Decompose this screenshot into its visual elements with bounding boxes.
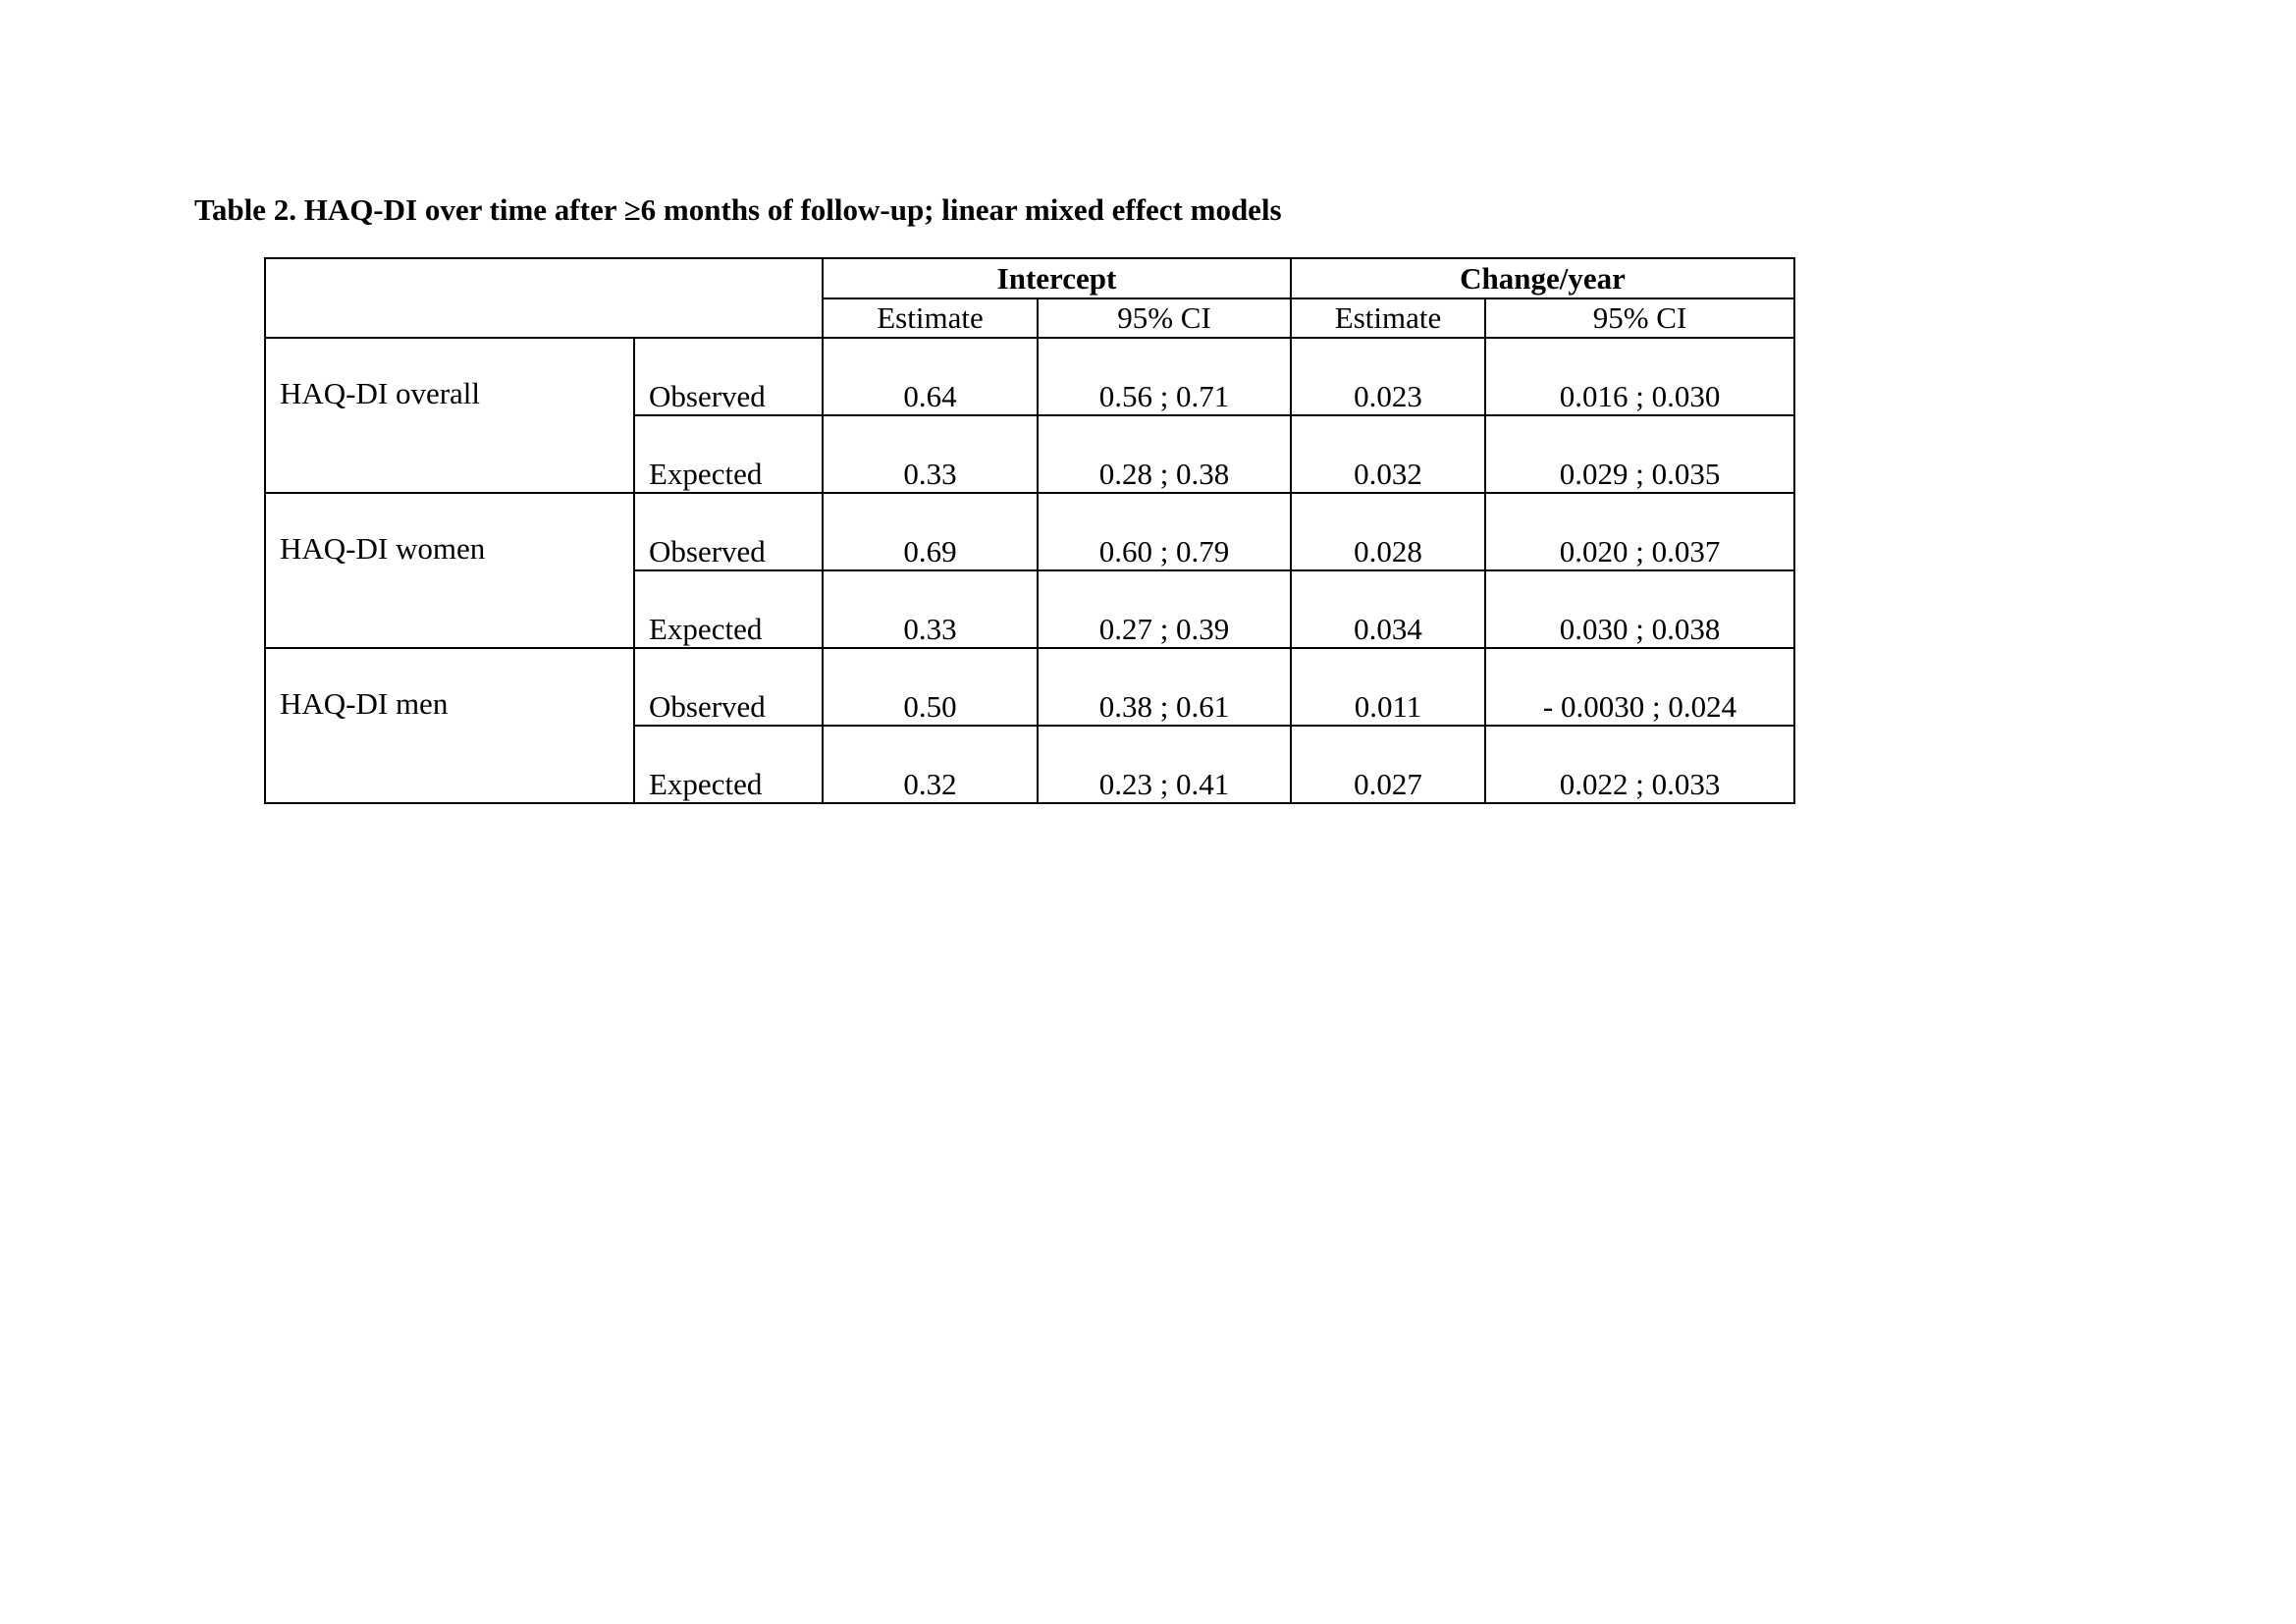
table-caption: Table 2. HAQ-DI over time after ≥6 months of follow-up; linear mixed effect models: [194, 192, 1282, 227]
table-row: [265, 493, 1794, 570]
intercept-ci: 0.23 ; 0.41: [1038, 726, 1291, 803]
change-ci: 0.022 ; 0.033: [1485, 726, 1794, 803]
subheader-change-ci: 95% CI: [1485, 298, 1794, 338]
change-ci: 0.029 ; 0.035: [1485, 415, 1794, 493]
row-kind: Expected: [634, 726, 823, 803]
header-intercept: Intercept: [823, 258, 1291, 298]
change-estimate: 0.032: [1291, 415, 1485, 493]
change-estimate: 0.027: [1291, 726, 1485, 803]
intercept-ci: 0.56 ; 0.71: [1038, 338, 1291, 415]
row-kind: Observed: [634, 493, 823, 570]
subheader-intercept-estimate: Estimate: [823, 298, 1038, 338]
change-ci: 0.020 ; 0.037: [1485, 493, 1794, 570]
change-ci: 0.030 ; 0.038: [1485, 570, 1794, 648]
results-table: [264, 257, 1795, 804]
intercept-estimate: 0.33: [823, 415, 1038, 493]
intercept-ci: 0.27 ; 0.39: [1038, 570, 1291, 648]
group-label: HAQ-DI men: [265, 648, 634, 803]
row-kind: Expected: [634, 570, 823, 648]
intercept-ci: 0.28 ; 0.38: [1038, 415, 1291, 493]
table-row: [265, 648, 1794, 726]
group-label: HAQ-DI women: [265, 493, 634, 648]
change-estimate: 0.011: [1291, 648, 1485, 726]
intercept-estimate: 0.69: [823, 493, 1038, 570]
change-ci: - 0.0030 ; 0.024: [1485, 648, 1794, 726]
subheader-intercept-ci: 95% CI: [1038, 298, 1291, 338]
intercept-ci: 0.38 ; 0.61: [1038, 648, 1291, 726]
group-label: HAQ-DI overall: [265, 338, 634, 493]
table-row: [265, 338, 1794, 415]
row-kind: Expected: [634, 415, 823, 493]
intercept-estimate: 0.50: [823, 648, 1038, 726]
intercept-ci: 0.60 ; 0.79: [1038, 493, 1291, 570]
intercept-estimate: 0.33: [823, 570, 1038, 648]
row-kind: Observed: [634, 648, 823, 726]
change-estimate: 0.028: [1291, 493, 1485, 570]
intercept-estimate: 0.64: [823, 338, 1038, 415]
row-kind: Observed: [634, 338, 823, 415]
header-change-year: Change/year: [1291, 258, 1794, 298]
table-header-row: [265, 258, 1794, 298]
subheader-change-estimate: Estimate: [1291, 298, 1485, 338]
change-ci: 0.016 ; 0.030: [1485, 338, 1794, 415]
change-estimate: 0.034: [1291, 570, 1485, 648]
change-estimate: 0.023: [1291, 338, 1485, 415]
intercept-estimate: 0.32: [823, 726, 1038, 803]
header-blank-cell: [265, 258, 823, 338]
